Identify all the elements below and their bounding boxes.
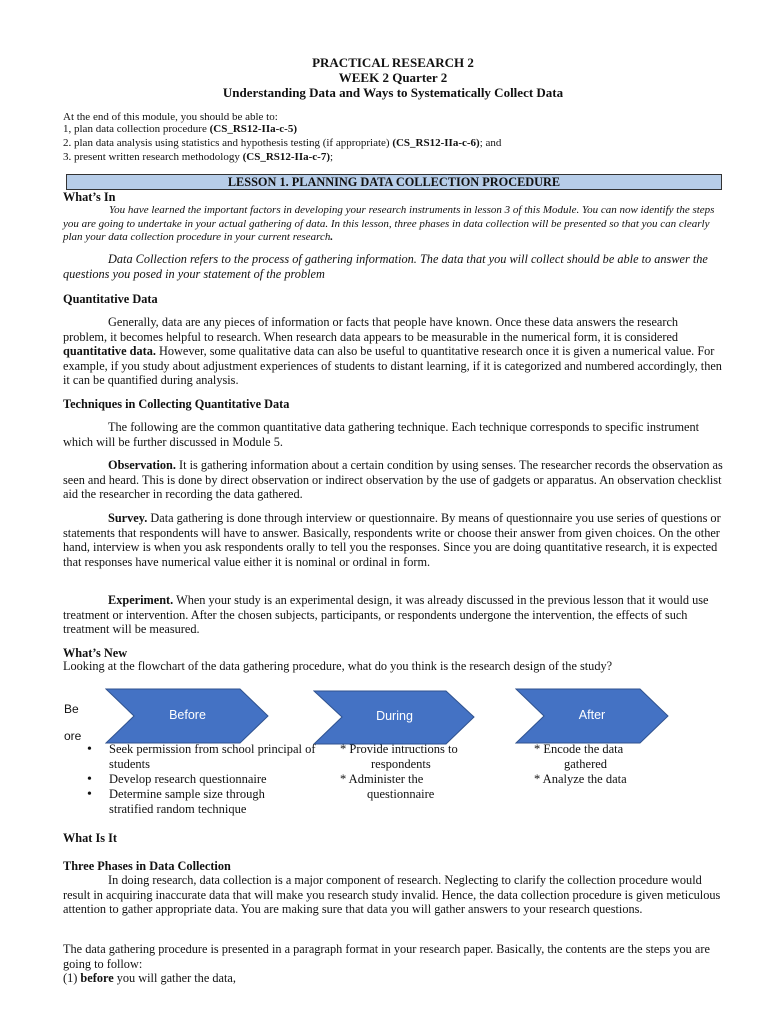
during-line-3: * Administer the [340, 772, 424, 786]
title-week: WEEK 2 Quarter 2 [338, 70, 448, 85]
during-line-2: respondents [371, 757, 431, 771]
whats-in-paragraph: You have learned the important factors in developing your research instruments in lesson 3 of this Module. You can now identify the steps you are going to undertake in your actual gathering of data. In this lesson, three phases in data collection will be presented so that you can clearly plan your data collection procedure in your current research. [63, 204, 715, 243]
lesson-title-banner: LESSON 1. PLANNING DATA COLLECTION PROCEDURE [66, 174, 722, 190]
step-1-line: (1) before you will gather the data, [63, 971, 236, 985]
techniques-intro: The following are the common quantitative data gathering technique. Each technique corresponds to specific instrument which will be further discussed in Module 5. [63, 420, 700, 449]
before-item-3: • Determine sample size through stratified random technique [87, 787, 309, 817]
three-phases-paragraph: In doing research, data collection is a major component of research. Neglecting to clarify the collection procedure would result in acquiring inaccurate data that will make you research study invalid. Hence, the data collection procedure is given meticulous attention to gather appropriate data. You are making sure that data you will gather answers to your research questions. [63, 873, 721, 917]
phase-before-label: Before [169, 708, 206, 722]
during-line-4: questionnaire [367, 787, 435, 801]
objective-item-3: 3. present written research methodology (CS_RS12-IIa-c-7); [63, 151, 334, 163]
objective-item-1: 1, plan data collection procedure (CS_RS12-IIa-c-5) [63, 123, 297, 135]
experiment-paragraph: Experiment. When your study is an experimental design, it was already discussed in the previous lesson that it would use treatment or intervention. After the chosen subjects, participants, or respondents undergone the intervention, the effects of such treatment will be measured. [63, 593, 709, 637]
data-collection-definition: Data Collection refers to the process of gathering information. The data that you will collect should be able to answer the questions you posed in your statement of the problem [63, 252, 708, 281]
before-list [87, 742, 319, 817]
side-label-bottom: ore [64, 729, 82, 743]
phase-during-label: During [376, 709, 413, 723]
whats-new-heading: What’s New [63, 646, 128, 660]
during-line-1: * Provide intructions to [340, 742, 458, 756]
title-subject: PRACTICAL RESEARCH 2 [312, 55, 474, 70]
observation-paragraph: Observation. It is gathering information about a certain condition by using senses. The researcher records the observation as seen and heard. This is done by direct observation or indirect observation by the use of gadgets or apparatus. An observation checklist aid the researcher in recording the data gathered. [63, 458, 723, 502]
objectives-intro: At the end of this module, you should be able to: [63, 111, 278, 123]
objective-item-2: 2. plan data analysis using statistics and hypothesis testing (if appropriate) (CS_RS12-IIa-c-6); and [63, 137, 502, 149]
whats-in-heading: What’s In [63, 190, 116, 204]
after-line-3: * Analyze the data [534, 772, 627, 786]
techniques-heading: Techniques in Collecting Quantitative Data [63, 397, 290, 411]
before-item-1: • Seek permission from school principal of students [87, 742, 319, 772]
what-is-it-heading: What Is It [63, 831, 117, 845]
after-line-1: * Encode the data [534, 742, 624, 756]
title-topic: Understanding Data and Ways to Systematically Collect Data [222, 85, 564, 100]
before-item-2: • Develop research questionnaire [87, 772, 319, 787]
quantitative-heading: Quantitative Data [63, 292, 158, 306]
after-line-2: gathered [564, 757, 608, 771]
procedure-paragraph: The data gathering procedure is presented in a paragraph format in your research paper. Basically, the contents are the steps you are going to follow: [63, 942, 710, 971]
whats-new-question: Looking at the flowchart of the data gathering procedure, what do you think is the research design of the study? [63, 659, 613, 673]
three-phases-heading: Three Phases in Data Collection [63, 859, 231, 873]
survey-paragraph: Survey. Data gathering is done through interview or questionnaire. By means of questionnaire you use series of questions or statements that respondents will have to answer. Basically, respondents write or choose their answer from given choices. On the other hand, interview is when you ask respondents orally to tell you the responses. Since you are doing quantitative research, it is expected that responses have numerical value either it is nominal or ordinal in form. [63, 511, 721, 569]
quantitative-paragraph: Generally, data are any pieces of information or facts that people have known. Once these data answers the research problem, it becomes helpful to research. When research data appears to be measurable in the numerical form, it is considered quantitative data. However, some qualitative data can also be useful to quantitative research once it is given a numerical value. For example, if you study about adjustment experiences of students to distant learning, if it is categorized and numbered accordingly, then it can be quantified during analysis. [63, 315, 722, 388]
side-label-top: Be [64, 702, 79, 716]
phase-after-label: After [578, 708, 606, 722]
